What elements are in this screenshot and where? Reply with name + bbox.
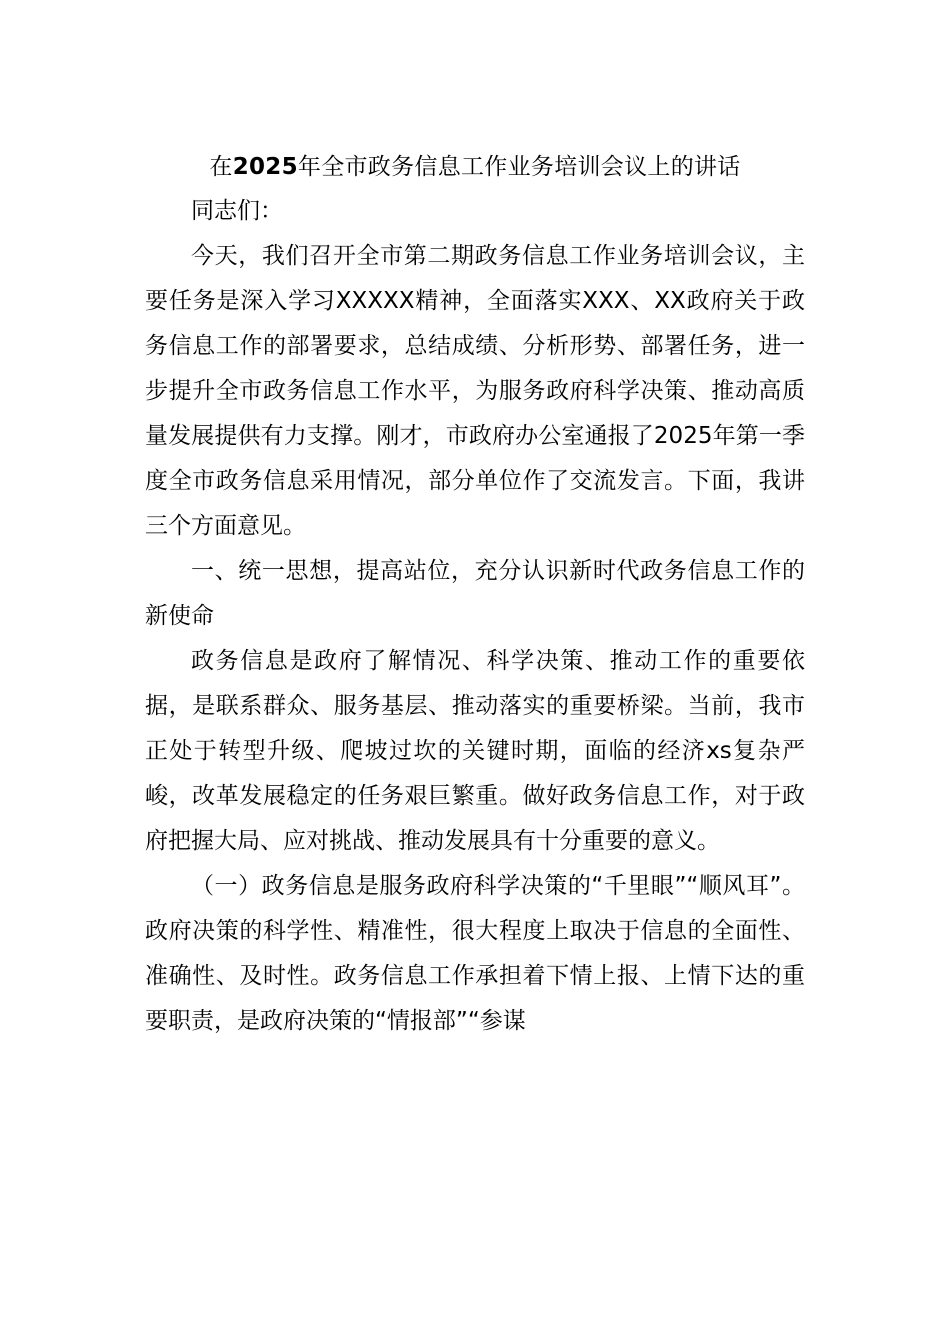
paragraph-subsection-1: （一）政务信息是服务政府科学决策的“千里眼”“顺风耳”。政府决策的科学性、精准性，很大程度上取决于信息的全面性、准确性、及时性。政务信息工作承担着下情上报、上情下达的重要职责，是政府决策的“情报部”“参谋	[145, 873, 805, 1034]
paragraph-intro: 今天，我们召开全市第二期政务信息工作业务培训会议，主要任务是深入学习XXXXX精神，全面落实XXX、XX政府关于政务信息工作的部署要求，总结成绩、分析形势、部署任务，进一步提升全市政务信息工作水平，为服务政府科学决策、推动高质量发展提供有力支撑。刚才，市政府办公室通报了2025年第一季度全市政务信息采用情况，部分单位作了交流发言。下面，我讲三个方面意见。	[145, 243, 805, 539]
title-prefix: 在	[209, 154, 233, 180]
document-title	[0, 147, 950, 187]
greeting: 同志们：	[191, 198, 283, 224]
section-heading-1: 一、统一思想，提高站位，充分认识新时代政务信息工作的新使命	[145, 558, 805, 629]
paragraph-section-1: 政务信息是政府了解情况、科学决策、推动工作的重要依据，是联系群众、服务基层、推动落实的重要桥梁。当前，我市正处于转型升级、爬坡过坎的关键时期，面临的经济xs复杂严峻，改革发展稳定的任务艰巨繁重。做好政务信息工作，对于政府把握大局、应对挑战、推动发展具有十分重要的意义。	[145, 648, 805, 854]
title-suffix: 年全市政务信息工作业务培训会议上的讲话	[297, 154, 741, 180]
document-body	[145, 189, 805, 1044]
title-year: 2025	[232, 154, 298, 180]
